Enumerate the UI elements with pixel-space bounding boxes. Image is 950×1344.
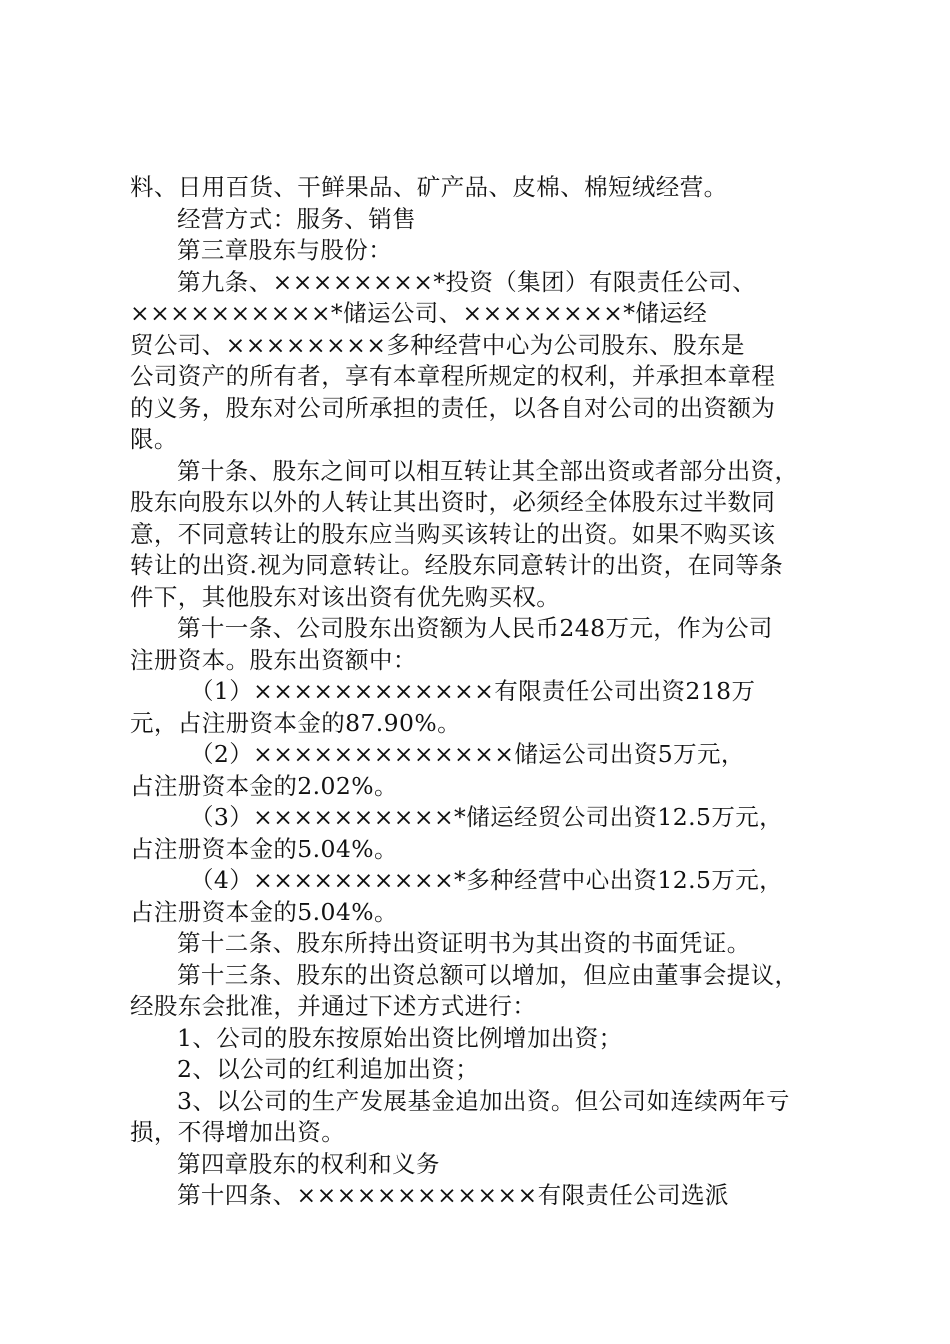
document-line: 元，占注册资本金的87.90%。 [130,708,462,737]
document-line: 3、以公司的生产发展基金追加出资。但公司如连续两年亏 [177,1086,790,1115]
document-line: （3）××××××××××*储运经贸公司出资12.5万元， [190,803,784,831]
document-line: 占注册资本金的5.04%。 [130,897,398,926]
document-line: 第三章股东与股份： [177,236,393,264]
document-line: 限。 [130,425,178,453]
document-line: 第十条、股东之间可以相互转让其全部出资或者部分出资， [177,456,799,485]
document-line: 转让的出资.视为同意转让。经股东同意转计的出资，在同等条 [130,551,784,579]
document-line: 注册资本。股东出资额中： [130,645,417,674]
document-line: 第十一条、公司股东出资额为人民币248万元，作为公司 [177,614,773,642]
document-line: 2、以公司的红利追加出资； [177,1055,480,1083]
document-line: 料、日用百货、干鲜果品、矿产品、皮棉、棉短绒经营。 [130,173,728,201]
document-line: 第十四条、××××××××××××有限责任公司选派 [177,1181,729,1209]
document-line: 第四章股东的权利和义务 [177,1149,440,1178]
document-line: 第十三条、股东的出资总额可以增加，但应由董事会提议， [177,960,799,989]
document-line: （4）××××××××××*多种经营中心出资12.5万元， [190,866,784,894]
document-line: 占注册资本金的2.02%。 [130,771,398,800]
document-line: 经股东会批准，并通过下述方式进行： [130,992,537,1020]
document-line: 1、公司的股东按原始出资比例增加出资； [177,1023,623,1052]
document-line: （1）××××××××××××有限责任公司出资218万 [190,677,756,705]
document-line: 公司资产的所有者，享有本章程所规定的权利，并承担本章程 [130,362,776,390]
document-line: 第九条、××××××××*投资（集团）有限责任公司、 [177,267,757,296]
document-line: ××××××××××*储运公司、××××××××*储运经 [130,299,708,327]
document-line: 意，不同意转让的股东应当购买该转让的出资。如果不购买该 [130,519,776,548]
document-line: 的义务，股东对公司所承担的责任，以各自对公司的出资额为 [130,393,776,422]
document-line: 占注册资本金的5.04%。 [130,834,398,863]
document-line: 损，不得增加出资。 [130,1118,346,1146]
document-line: （2）×××××××××××××储运公司出资5万元， [190,740,745,768]
document-line: 股东向股东以外的人转让其出资时，必须经全体股东过半数同 [130,488,776,516]
document-body [130,172,830,1212]
document-line: 经营方式：服务、销售 [177,204,416,233]
document-line: 贸公司、××××××××多种经营中心为公司股东、股东是 [130,330,745,359]
document-line: 件下，其他股东对该出资有优先购买权。 [130,582,561,611]
document-line: 第十二条、股东所持出资证明书为其出资的书面凭证。 [177,929,751,957]
